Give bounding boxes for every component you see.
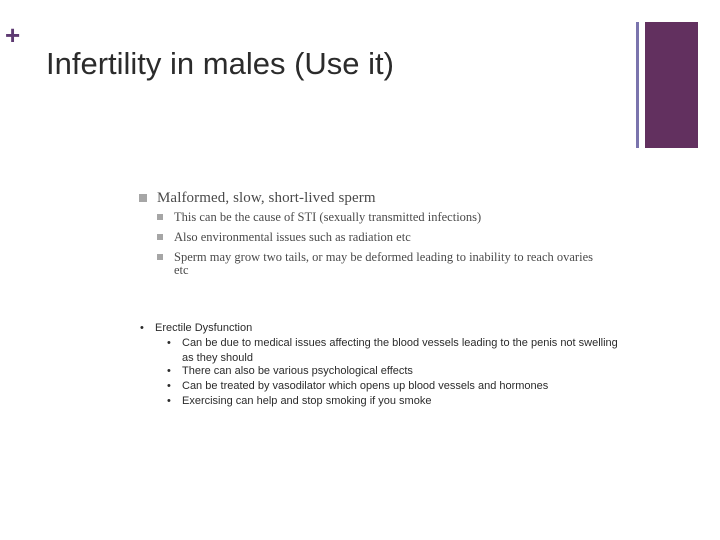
bullet-erectile-dysfunction: Erectile Dysfunction [155,322,253,334]
bullet-dot-icon: • [167,337,171,349]
bullet-malformed-sperm: Malformed, slow, short-lived sperm [157,190,376,206]
bullet-dot-icon: • [140,322,144,334]
sub-bullet-environmental: Also environmental issues such as radiation etc [174,230,411,244]
sub-bullet-sti: This can be the cause of STI (sexually transmitted infections) [174,210,482,224]
sub-bullet-exercise: Exercising can help and stop smoking if you smoke [182,395,432,407]
plus-mark: + [5,20,21,50]
sub-bullet-vasodilator: Can be treated by vasodilator which opens up blood vessels and hormones [182,380,549,392]
accent-block [645,22,698,148]
bullet-dot-icon: • [167,395,171,407]
slide-title: Infertility in males (Use it) [46,46,394,81]
accent-thin-bar [636,22,639,148]
square-bullet-icon [157,254,163,260]
sub-bullet-two-tails: Sperm may grow two tails, or may be deformed leading to inability to reach ovaries etc [174,250,593,277]
square-bullet-icon [157,214,163,220]
sub-bullet-medical-issues: Can be due to medical issues affecting the blood vessels leading to the penis not swelling as they should [182,337,618,364]
square-bullet-icon [157,234,163,240]
square-bullet-icon [139,194,147,202]
bullet-dot-icon: • [167,365,171,377]
sub-bullet-psychological: There can also be various psychological effects [182,365,413,377]
bullet-dot-icon: • [167,380,171,392]
